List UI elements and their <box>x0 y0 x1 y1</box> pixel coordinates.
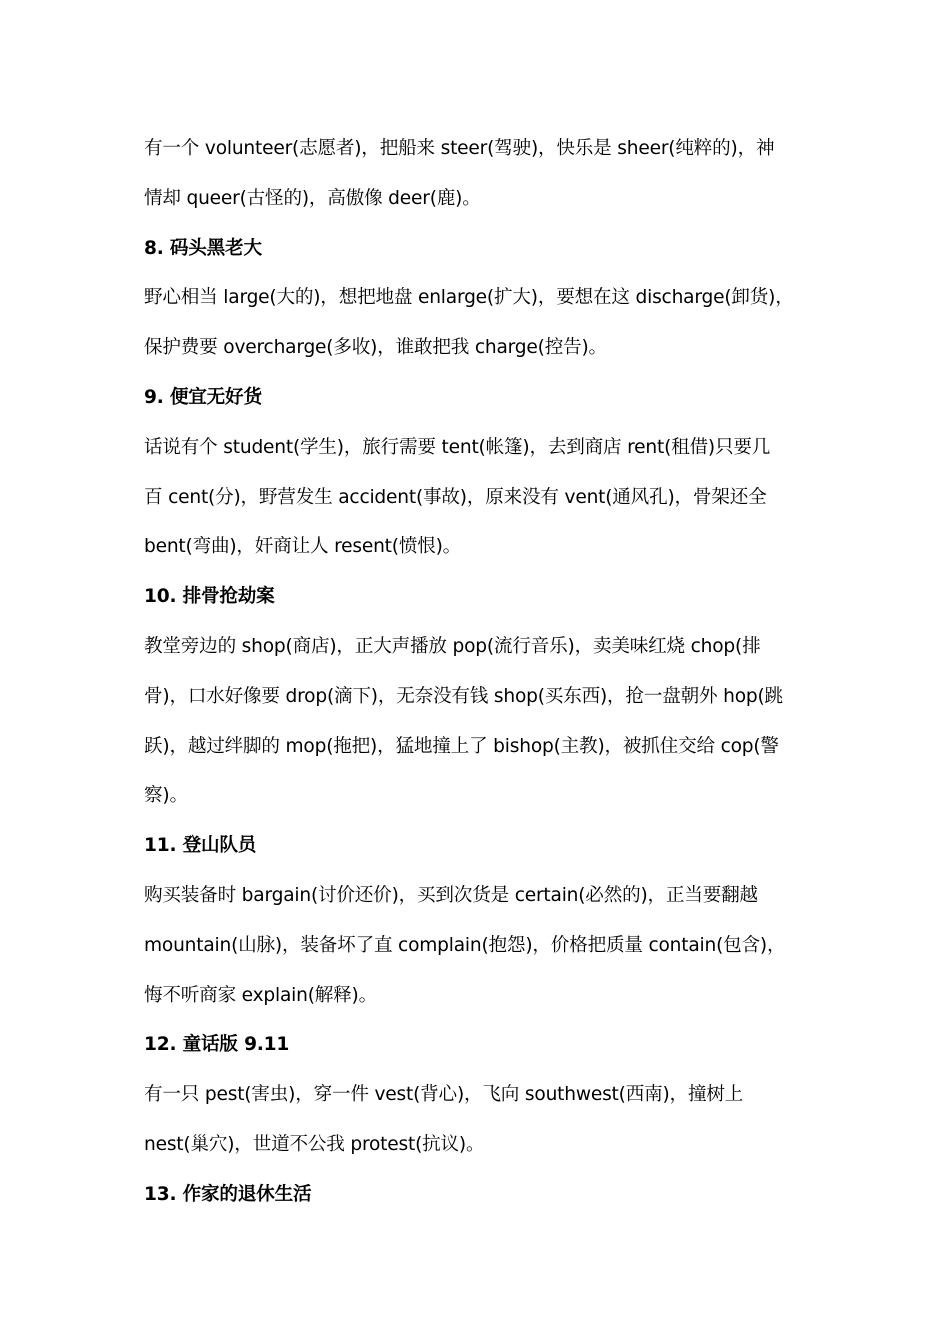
text-line: 有一只 pest(害虫)，穿一件 vest(背心)，飞向 southwest(西南)，撞树上 <box>144 1084 744 1106</box>
text-line: 跃)，越过绊脚的 mop(拖把)，猛地撞上了 bishop(主教)，被抓住交给 cop(警 <box>144 735 779 757</box>
text-line: mountain(山脉)，装备坏了直 complain(抱怨)，价格把质量 contain(包含)， <box>144 934 786 956</box>
section-heading: 10. 排骨抢劫案 <box>144 586 275 608</box>
section-heading: 9. 便宜无好货 <box>144 386 262 408</box>
text-line: 保护费要 overcharge(多收)，谁敢把我 charge(控告)。 <box>144 337 607 359</box>
text-line: 野心相当 large(大的)，想把地盘 enlarge(扩大)，要想在这 discharge(卸货)， <box>144 287 794 309</box>
text-line: 百 cent(分)，野营发生 accident(事故)，原来没有 vent(通风孔)，骨架还全 <box>144 486 767 508</box>
section-heading: 13. 作家的退休生活 <box>144 1183 312 1205</box>
text-line: 情却 queer(古怪的)，高傲像 deer(鹿)。 <box>144 187 481 209</box>
section-heading: 11. 登山队员 <box>144 835 257 857</box>
text-line: bent(弯曲)，奸商让人 resent(愤恨)。 <box>144 536 462 558</box>
text-line: 教堂旁边的 shop(商店)，正大声播放 pop(流行音乐)，卖美味红烧 chop(排 <box>144 635 761 657</box>
section-heading: 8. 码头黑老大 <box>144 237 262 259</box>
text-line: 购买装备时 bargain(讨价还价)，买到次货是 certain(必然的)，正当要翻越 <box>144 884 758 906</box>
text-line: 悔不听商家 explain(解释)。 <box>144 984 377 1006</box>
text-line: 骨)，口水好像要 drop(滴下)，无奈没有钱 shop(买东西)，抢一盘朝外 hop(跳 <box>144 685 783 707</box>
text-line: 话说有个 student(学生)，旅行需要 tent(帐篷)，去到商店 rent(租借)只要几 <box>144 436 771 458</box>
text-line: 有一个 volunteer(志愿者)，把船来 steer(驾驶)，快乐是 sheer(纯粹的)，神 <box>144 138 775 159</box>
section-heading: 12. 童话版 9.11 <box>144 1034 290 1056</box>
document-page <box>144 124 824 1220</box>
text-line: nest(巢穴)，世道不公我 protest(抗议)。 <box>144 1133 485 1155</box>
text-line: 察)。 <box>144 785 188 807</box>
